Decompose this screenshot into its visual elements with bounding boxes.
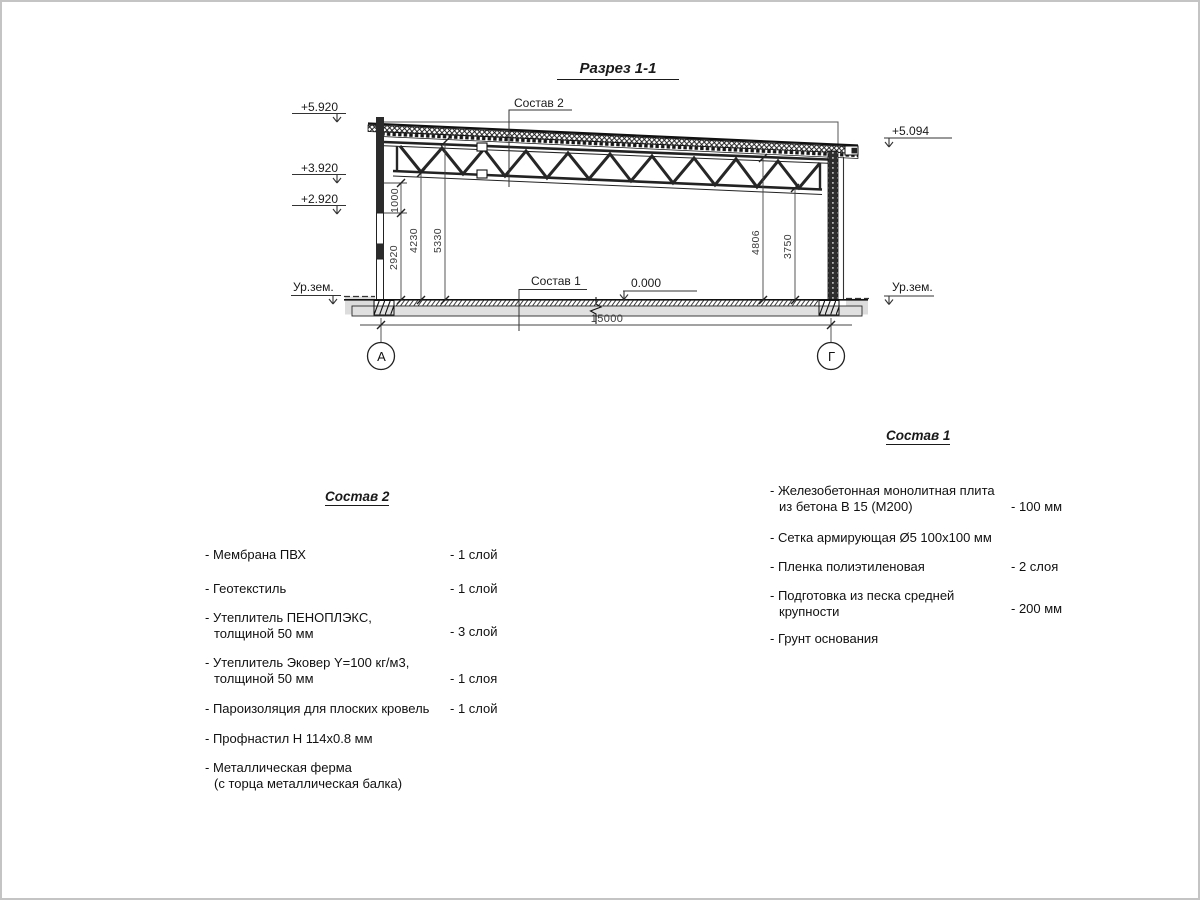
list-item-qty: - 1 слой: [450, 547, 498, 562]
ground-level-mark-left: [291, 296, 341, 305]
list-item-qty: - 200 мм: [1011, 601, 1063, 616]
roof-end-cap-plate: [852, 148, 858, 154]
list-item-qty: - 2 слоя: [1011, 559, 1059, 574]
list-item-qty: - 1 слой: [450, 581, 498, 596]
sostav2-leader-label: Состав 2: [514, 96, 564, 110]
list-item: - Грунт основания: [770, 631, 879, 646]
list-item: - Утеплитель Эковер Y=100 кг/м3,: [205, 655, 410, 670]
elevation-label-3920: +3.920: [300, 161, 338, 175]
zero-level-mark: [620, 291, 697, 300]
list-item: - Профнастил Н 114х0.8 мм: [205, 731, 373, 746]
zero-level-label: 0.000: [631, 276, 662, 290]
dimension-4806: 4806: [750, 230, 762, 255]
foundation-left: [374, 301, 394, 316]
axis-bubble-a: А: [377, 349, 386, 364]
axis-bubble-g: Г: [827, 349, 836, 364]
sostav1-leader-label: Состав 1: [531, 274, 581, 288]
list-item: - Мембрана ПВХ: [205, 547, 306, 562]
list-item: - Пленка полиэтиленовая: [770, 559, 925, 574]
list-item-line2: толщиной 50 мм: [214, 626, 314, 641]
dimension-15000: 15000: [590, 313, 624, 325]
list-item: - Сетка армирующая Ø5 100х100 мм: [770, 530, 992, 545]
elevation-mark-5920: [292, 114, 346, 123]
dimension-4230: 4230: [408, 228, 420, 253]
dimension-2920: 2920: [388, 245, 400, 270]
list-item: - Железобетонная монолитная плита: [770, 483, 995, 498]
elevation-label-5920: +5.920: [300, 100, 338, 114]
dimension-3750: 3750: [782, 234, 794, 259]
list-item-line2: (с торца металлическая балка): [214, 776, 403, 791]
dimension-lines-right: [763, 158, 795, 300]
wall-left-panel: [377, 259, 384, 300]
elevation-mark-3920: [292, 175, 346, 184]
list-item: - Металлическая ферма: [205, 760, 352, 775]
foundation-right: [819, 301, 839, 316]
wall-left-panel: [377, 213, 384, 244]
list-item-qty: - 1 слоя: [450, 671, 498, 686]
floor-screed-hatch: [396, 301, 818, 306]
sostav2-list-title: Состав 2: [325, 489, 390, 504]
drawing-title: Разрез 1-1: [557, 60, 679, 80]
list-item-line2: крупности: [779, 604, 840, 619]
dimension-5330: 5330: [432, 228, 444, 253]
list-item-line2: толщиной 50 мм: [214, 671, 314, 686]
truss-connection-plate: [477, 170, 487, 178]
elevation-label-2920: +2.920: [300, 192, 338, 206]
wall-left-panel: [376, 117, 384, 213]
ground-level-label-right: Ур.зем.: [892, 280, 933, 294]
sostav1-list-title: Состав 1: [886, 428, 951, 443]
list-item-qty: - 100 мм: [1011, 499, 1063, 514]
list-item: - Геотекстиль: [205, 581, 287, 596]
list-item-qty: - 3 слой: [450, 624, 498, 639]
wall-right-panel: [828, 151, 838, 300]
list-item: - Подготовка из песка средней: [770, 588, 955, 603]
list-item-line2: из бетона В 15 (М200): [779, 499, 913, 514]
ground-level-label-left: Ур.зем.: [293, 280, 334, 294]
list-item: - Утеплитель ПЕНОПЛЭКС,: [205, 610, 372, 625]
elevation-mark-5094: [884, 138, 952, 147]
list-item: - Пароизоляция для плоских кровель: [205, 701, 430, 716]
wall-left-panel: [376, 244, 384, 259]
list-item-qty: - 1 слой: [450, 701, 498, 716]
ground-level-mark-right: [884, 296, 934, 305]
truss-connection-plate: [477, 143, 487, 151]
dimension-1000: 1000: [389, 188, 401, 213]
elevation-label-5094: +5.094: [892, 124, 930, 138]
elevation-mark-2920: [292, 206, 346, 215]
